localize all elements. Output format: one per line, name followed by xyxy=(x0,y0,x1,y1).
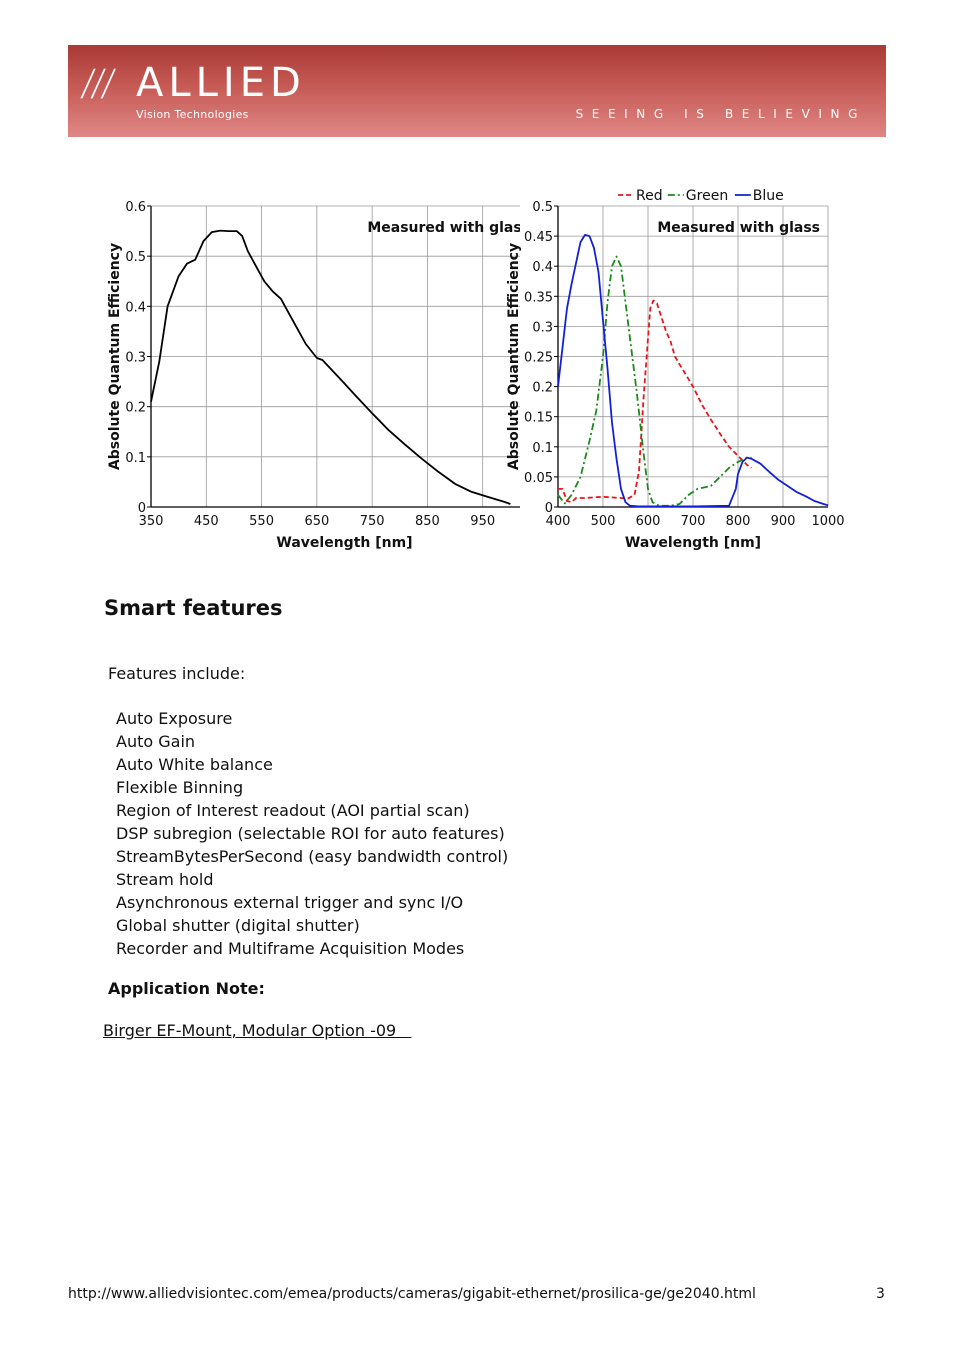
feature-item: Auto Gain xyxy=(116,732,196,751)
feature-item: DSP subregion (selectable ROI for auto features) xyxy=(116,824,505,843)
y-tick-label: 0 xyxy=(137,501,146,516)
y-tick-label: 0.1 xyxy=(125,450,146,466)
feature-item: Flexible Binning xyxy=(116,778,244,797)
logo-slashes: /// xyxy=(79,63,116,104)
x-tick-label: 550 xyxy=(249,514,274,529)
series-line-green xyxy=(558,257,752,506)
x-tick-label: 650 xyxy=(304,514,330,529)
feature-item: Region of Interest readout (AOI partial scan) xyxy=(116,801,470,820)
x-tick-label: 900 xyxy=(770,514,796,529)
x-tick-label: 400 xyxy=(545,514,571,529)
features-intro: Features include: xyxy=(108,664,246,683)
x-axis-label: Wavelength [nm] xyxy=(276,535,413,551)
chart-annotation: Measured with glass xyxy=(367,220,520,236)
feature-item: Recorder and Multiframe Acquisition Modes xyxy=(116,939,465,958)
legend-label-blue: Blue xyxy=(752,188,784,204)
chart-mono-svg xyxy=(100,180,520,560)
y-tick-label: 0.6 xyxy=(125,200,146,215)
logo-wordmark: ALLIED xyxy=(136,60,306,106)
application-note-link[interactable]: Birger EF-Mount, Modular Option -09 xyxy=(103,1021,412,1040)
features-list xyxy=(116,707,508,960)
legend-label-red: Red xyxy=(636,188,663,204)
y-tick-label: 0.15 xyxy=(524,410,553,426)
y-axis-label: Absolute Quantum Efficiency xyxy=(107,242,123,471)
application-note-label: Application Note: xyxy=(108,979,265,998)
y-tick-label: 0.05 xyxy=(524,470,553,486)
feature-item: Asynchronous external trigger and sync I/O xyxy=(116,893,464,912)
y-tick-label: 0.1 xyxy=(532,440,553,456)
y-tick-label: 0.4 xyxy=(125,300,146,316)
feature-item: Auto Exposure xyxy=(116,709,233,728)
x-tick-label: 1000 xyxy=(811,514,845,529)
y-tick-label: 0 xyxy=(544,501,553,516)
x-tick-label: 600 xyxy=(635,514,661,529)
section-heading: Smart features xyxy=(104,596,283,620)
x-tick-label: 500 xyxy=(590,514,616,529)
feature-item: Stream hold xyxy=(116,870,214,889)
tagline: SEEING IS BELIEVING xyxy=(575,107,866,121)
feature-item: Global shutter (digital shutter) xyxy=(116,916,360,935)
feature-item: Auto White balance xyxy=(116,755,273,774)
x-tick-label: 800 xyxy=(725,514,751,529)
y-tick-label: 0.5 xyxy=(532,200,553,215)
y-tick-label: 0.2 xyxy=(125,400,146,416)
x-tick-label: 700 xyxy=(680,514,706,529)
logo-subtitle: Vision Technologies xyxy=(136,108,249,121)
chart-annotation: Measured with glass xyxy=(657,220,820,236)
y-tick-label: 0.2 xyxy=(532,380,553,396)
y-tick-label: 0.4 xyxy=(532,260,553,276)
y-tick-label: 0.3 xyxy=(532,320,553,336)
chart-color-svg xyxy=(500,180,860,560)
x-tick-label: 950 xyxy=(470,514,496,529)
series-line-red xyxy=(558,301,752,503)
feature-item: StreamBytesPerSecond (easy bandwidth control) xyxy=(116,847,509,866)
chart-color-qe xyxy=(500,180,860,564)
y-tick-label: 0.25 xyxy=(524,350,553,366)
y-tick-label: 0.5 xyxy=(125,250,146,266)
series-line-0 xyxy=(151,231,510,504)
y-axis-label: Absolute Quantum Efficiency xyxy=(506,242,522,471)
x-tick-label: 350 xyxy=(138,514,164,529)
x-axis-label: Wavelength [nm] xyxy=(624,535,762,551)
chart-mono-qe xyxy=(100,180,520,564)
y-tick-label: 0.3 xyxy=(125,350,146,366)
y-tick-label: 0.45 xyxy=(524,230,553,246)
y-tick-label: 0.35 xyxy=(524,290,553,306)
footer-url: http://www.alliedvisiontec.com/emea/products/cameras/gigabit-ethernet/prosilica-ge/ge2040.html xyxy=(68,1286,756,1302)
x-tick-label: 850 xyxy=(415,514,440,529)
x-tick-label: 450 xyxy=(193,514,219,529)
header-banner xyxy=(68,45,886,137)
page-number: 3 xyxy=(876,1286,885,1302)
legend-label-green: Green xyxy=(685,188,729,204)
x-tick-label: 750 xyxy=(359,514,385,529)
